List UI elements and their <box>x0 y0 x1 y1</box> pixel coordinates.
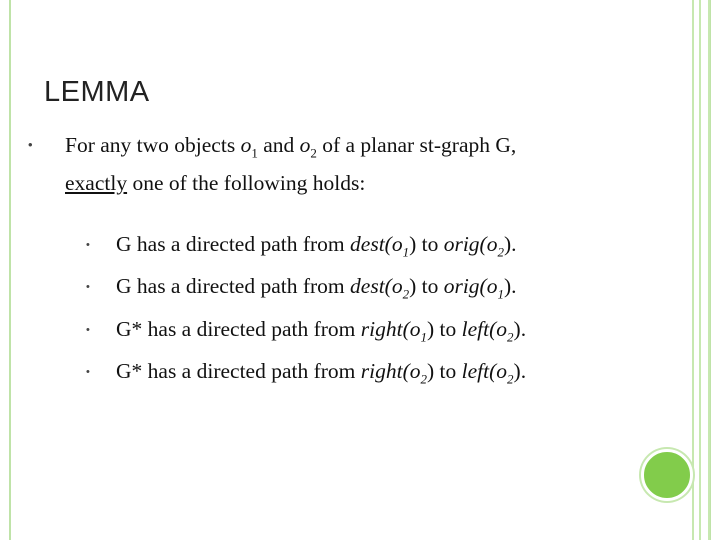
list-item: • G has a directed path from $dest(o_2)$ to $orig(o_1)$. <box>86 269 646 311</box>
bullet-icon: • <box>86 239 90 251</box>
bullet-icon: • <box>86 365 90 378</box>
list-item: • G* has a directed path from $right(o_1)$ to $left(o_2)$. <box>86 312 646 354</box>
decorative-circle <box>641 449 693 501</box>
bullet-icon: • <box>28 137 33 152</box>
slide-title: LEMMA <box>44 76 150 108</box>
underlined-word: exactly <box>65 171 128 196</box>
bullet-icon: • <box>86 323 90 336</box>
list-item: • G has a directed path from $dest(o_1)$ to $orig(o_2)$. <box>86 227 646 269</box>
main-bullet <box>28 130 588 198</box>
list-item: • G* has a directed path from $right(o_2)$ to $left(o_2)$. <box>86 354 646 396</box>
main-bullet-text: For any two objects $o_1$ and $o_2$ of a planar st-graph G, exactly one of the following holds: <box>65 133 517 196</box>
bullet-icon: • <box>86 281 90 294</box>
decorative-rules <box>690 0 720 540</box>
condition-list <box>86 227 646 396</box>
